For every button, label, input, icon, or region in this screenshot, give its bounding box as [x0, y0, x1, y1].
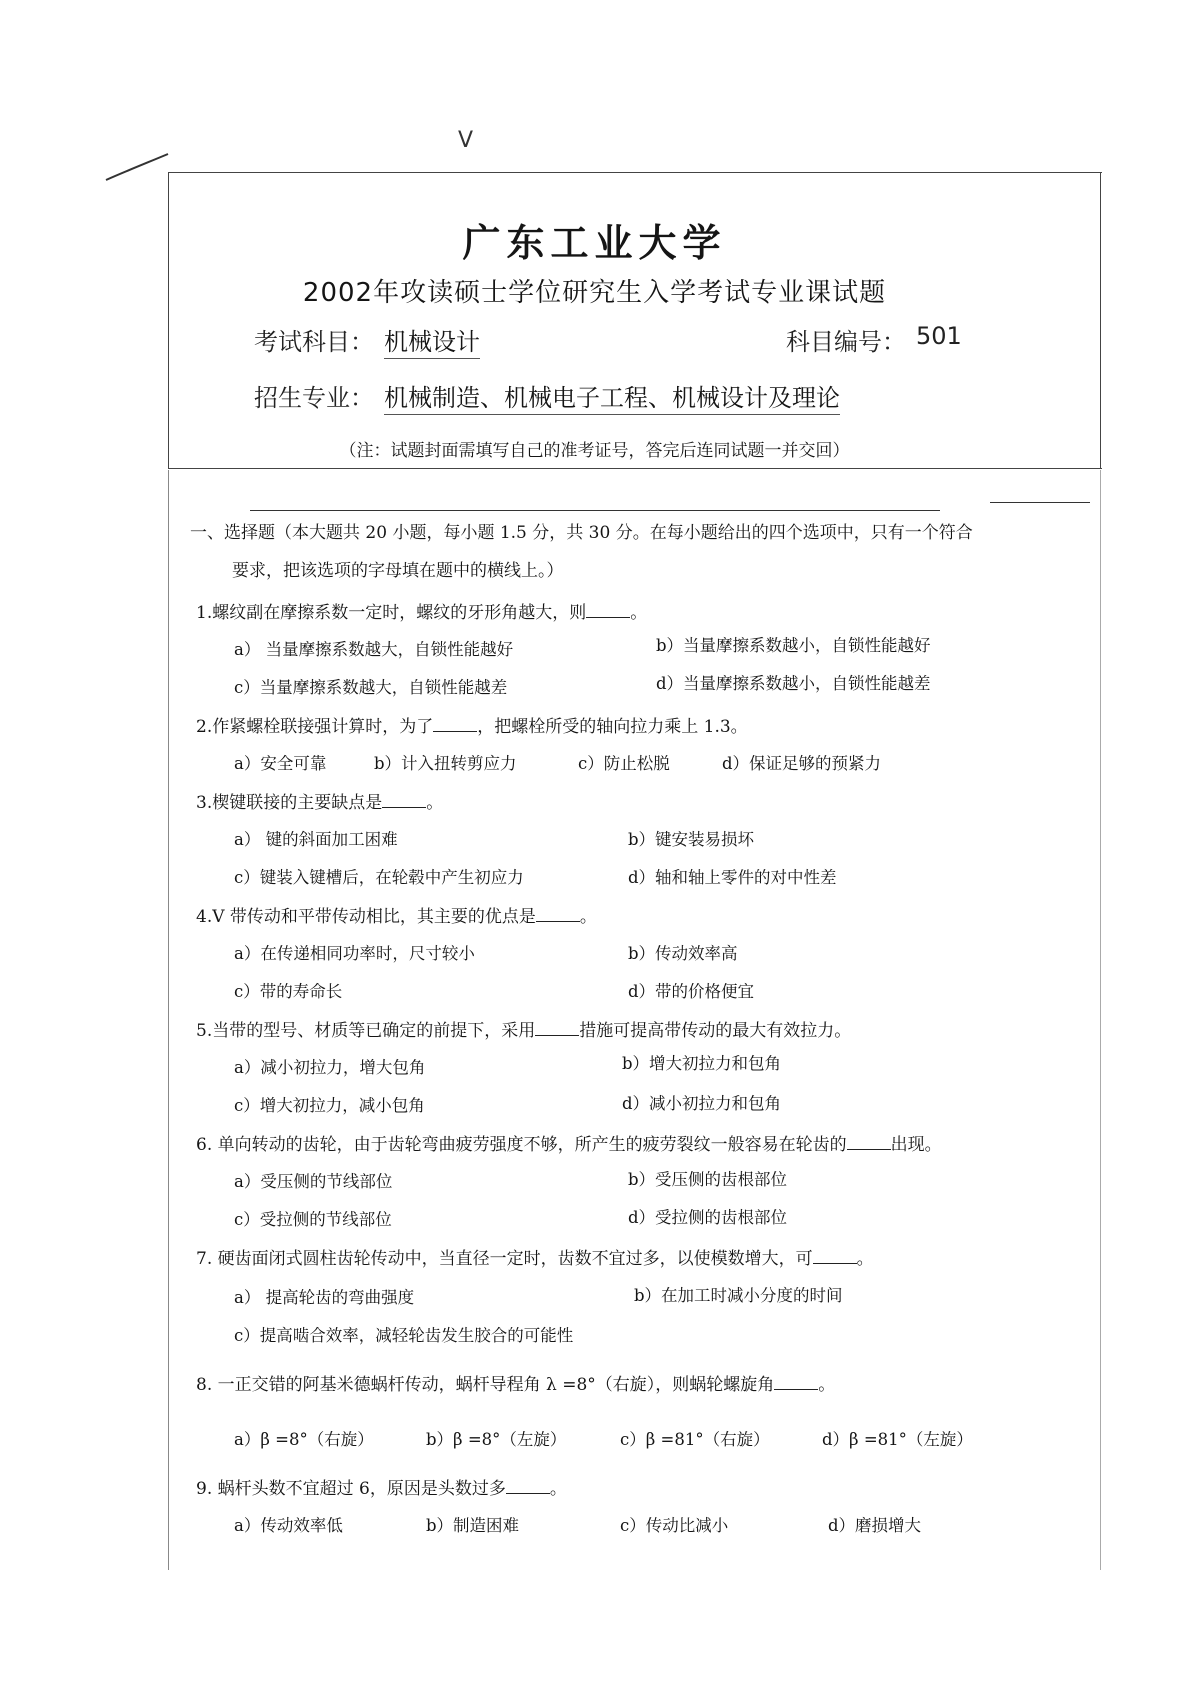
answer-blank[interactable]: [535, 1021, 579, 1036]
section-title-cont: 要求，把该选项的字母填在题中的横线上。）: [232, 561, 564, 581]
question-stem: 1.螺纹副在摩擦系数一定时，螺纹的牙形角越大，则 。: [196, 603, 648, 623]
option-a: a）安全可靠: [234, 754, 327, 773]
left-page-rule: [168, 470, 169, 1570]
major-value: 机械制造、机械电子工程、机械设计及理论: [384, 378, 840, 415]
option-a: a）受压侧的节线部位: [234, 1172, 393, 1191]
option-a: a）传动效率低: [234, 1516, 343, 1535]
code-label: 科目编号：: [786, 328, 906, 356]
option-b: b）键安装易损坏: [628, 830, 755, 849]
exam-title: 2002年攻读硕士学位研究生入学考试专业课试题: [302, 278, 887, 308]
option-b: b）制造困难: [426, 1516, 520, 1535]
question-stem: 8. 一正交错的阿基米德蜗杆传动，蜗杆导程角 λ =8°（右旋），则蜗轮螺旋角 。: [196, 1375, 836, 1395]
option-a: a） 提高轮齿的弯曲强度: [234, 1288, 415, 1307]
submission-note: （注：试题封面需填写自己的准考证号，答完后连同试题一并交回）: [339, 441, 850, 461]
pen-stroke-mark: [104, 150, 170, 184]
option-d: d）β =81°（左旋）: [822, 1430, 973, 1449]
option-b: b）受压侧的齿根部位: [628, 1170, 788, 1189]
answer-blank[interactable]: [813, 1249, 857, 1264]
section-title: 一、选择题（本大题共 20 小题，每小题 1.5 分，共 30 分。在每小题给出的四个选项中，只有一个符合: [190, 523, 973, 543]
answer-blank[interactable]: [847, 1135, 891, 1150]
option-b: b）β =8°（左旋）: [426, 1430, 567, 1449]
section-divider-right: [990, 502, 1090, 503]
option-a: a） 当量摩擦系数越大，自锁性能越好: [234, 640, 514, 659]
option-b: b）传动效率高: [628, 944, 738, 963]
option-d: d）磨损增大: [828, 1516, 922, 1535]
option-a: a）减小初拉力，增大包角: [234, 1058, 426, 1077]
answer-blank[interactable]: [382, 793, 426, 808]
option-d: d）轴和轴上零件的对中性差: [628, 868, 837, 887]
question-stem: 2.作紧螺栓联接强计算时，为了 ，把螺栓所受的轴向拉力乘上 1.3。: [196, 717, 748, 737]
option-b: b）在加工时减小分度的时间: [634, 1286, 843, 1305]
option-d: d）当量摩擦系数越小，自锁性能越差: [656, 674, 931, 693]
option-c: c）键装入键槽后，在轮毂中产生初应力: [234, 868, 524, 887]
answer-blank[interactable]: [586, 603, 630, 618]
question-stem: 7. 硬齿面闭式圆柱齿轮传动中，当直径一定时，齿数不宜过多，以使模数增大，可 。: [196, 1249, 874, 1269]
option-c: c）当量摩擦系数越大，自锁性能越差: [234, 678, 508, 697]
right-page-rule: [1100, 470, 1101, 1570]
option-a: a）在传递相同功率时，尺寸较小: [234, 944, 475, 963]
answer-blank[interactable]: [433, 717, 477, 732]
option-c: c）β =81°（右旋）: [620, 1430, 770, 1449]
option-b: b）增大初拉力和包角: [622, 1054, 782, 1073]
option-c: c）受拉侧的节线部位: [234, 1210, 392, 1229]
option-c: c）带的寿命长: [234, 982, 343, 1001]
option-c: c）提高啮合效率，减轻轮齿发生胶合的可能性: [234, 1326, 574, 1345]
option-a: a） 键的斜面加工困难: [234, 830, 398, 849]
option-c: c）增大初拉力，减小包角: [234, 1096, 425, 1115]
question-stem: 3.楔键联接的主要缺点是 。: [196, 793, 444, 813]
option-c: c）传动比减小: [620, 1516, 729, 1535]
option-c: c）防止松脱: [578, 754, 670, 773]
answer-blank[interactable]: [774, 1375, 818, 1390]
option-b: b）计入扭转剪应力: [374, 754, 517, 773]
answer-blank[interactable]: [536, 907, 580, 922]
option-d: d）保证足够的预紧力: [722, 754, 882, 773]
code-value: 501: [916, 322, 962, 350]
section-divider: [250, 510, 940, 511]
question-stem: 5.当带的型号、材质等已确定的前提下，采用 措施可提高带传动的最大有效拉力。: [196, 1021, 852, 1041]
subject-value: 机械设计: [384, 322, 480, 359]
option-d: d）受拉侧的齿根部位: [628, 1208, 788, 1227]
subject-label: 考试科目：: [254, 328, 374, 356]
answer-blank[interactable]: [506, 1479, 550, 1494]
option-b: b）当量摩擦系数越小，自锁性能越好: [656, 636, 931, 655]
option-d: d）减小初拉力和包角: [622, 1094, 782, 1113]
question-stem: 6. 单向转动的齿轮，由于齿轮弯曲疲劳强度不够，所产生的疲劳裂纹一般容易在轮齿的 出现。: [196, 1135, 942, 1155]
margin-check-mark: V: [458, 128, 474, 153]
option-a: a）β =8°（右旋）: [234, 1430, 374, 1449]
option-d: d）带的价格便宜: [628, 982, 755, 1001]
question-stem: 9. 蜗杆头数不宜超过 6，原因是头数过多 。: [196, 1479, 567, 1499]
question-stem: 4.V 带传动和平带传动相比，其主要的优点是 。: [196, 907, 597, 927]
university-name: 广东工业大学: [462, 221, 727, 265]
major-label: 招生专业：: [254, 384, 374, 412]
